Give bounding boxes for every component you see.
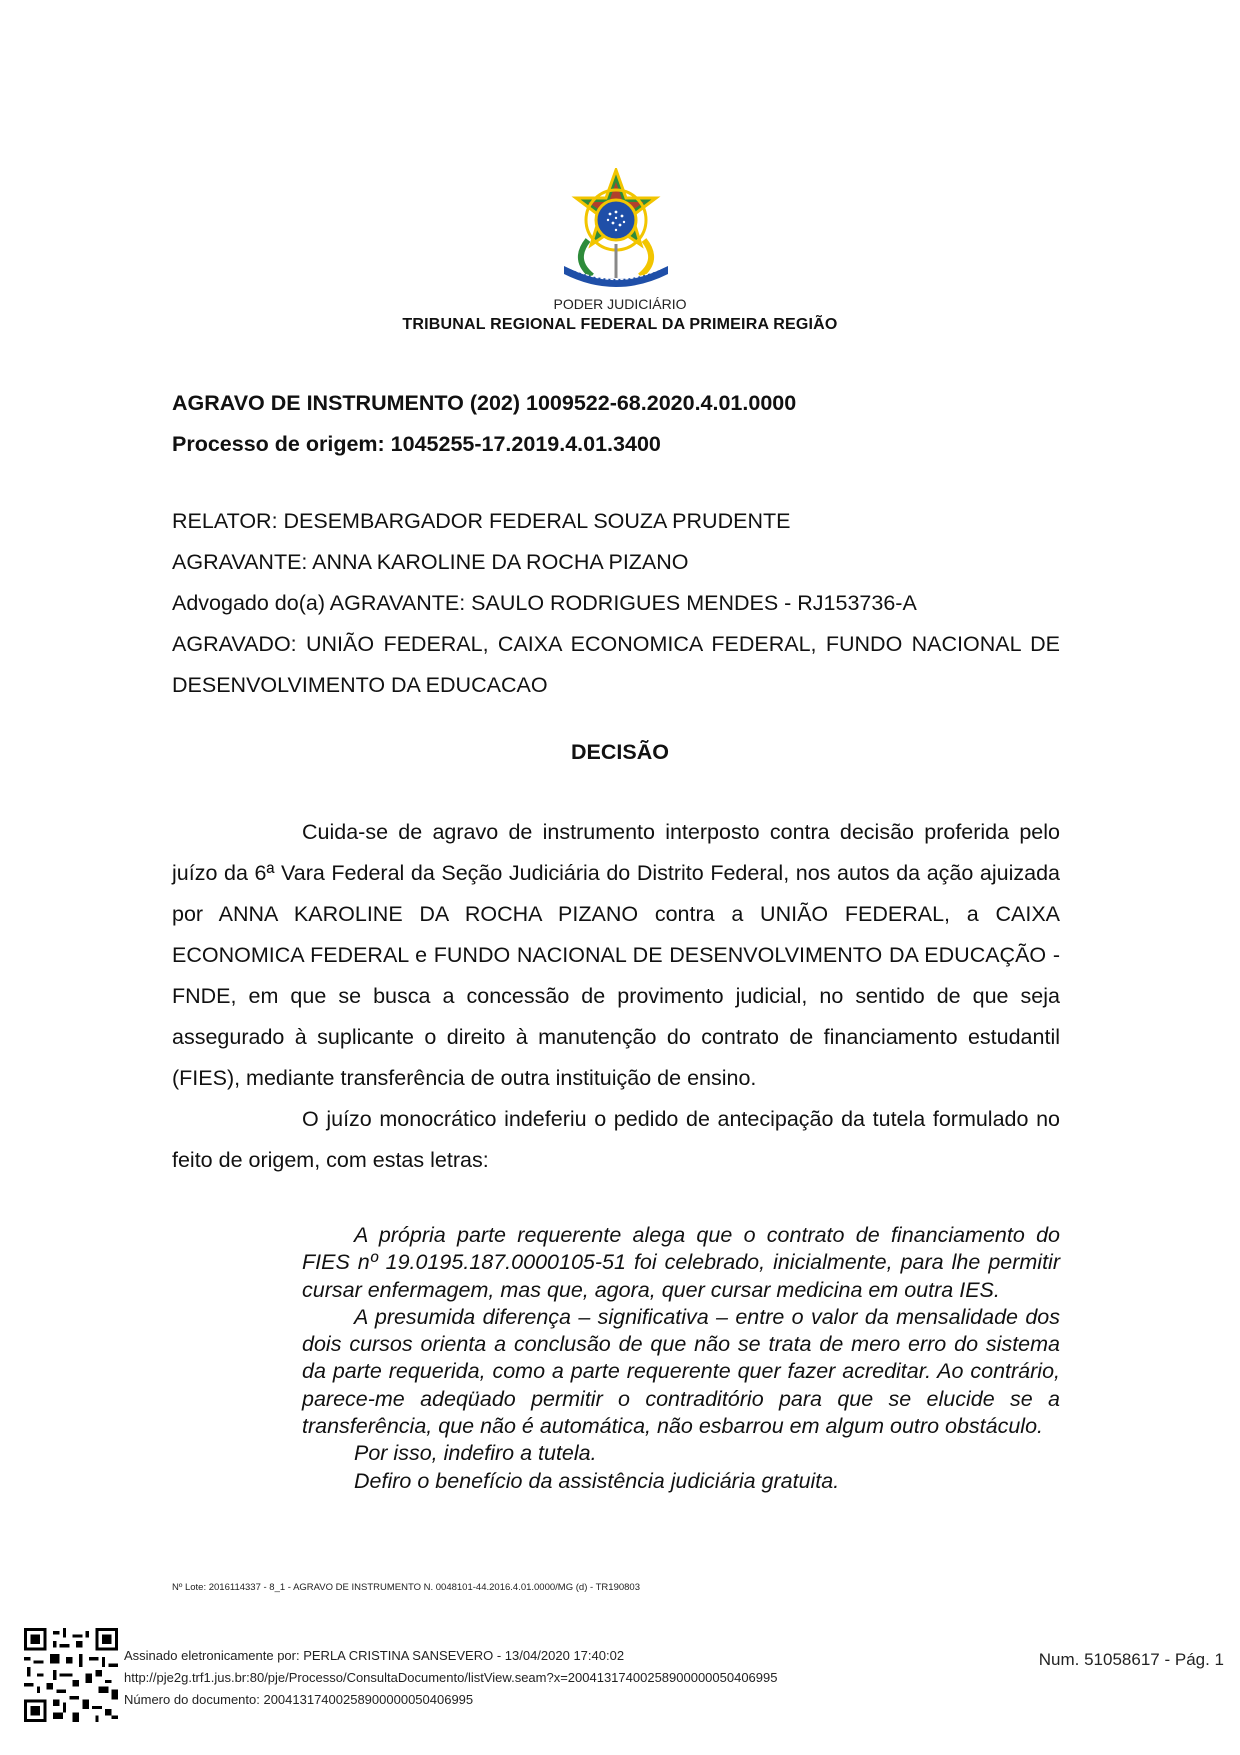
agravante: AGRAVANTE: ANNA KAROLINE DA ROCHA PIZANO [172,550,689,574]
case-origin: Processo de origem: 1045255-17.2019.4.01.3400 [172,432,661,456]
page-reference: Num. 51058617 - Pág. 1 [1038,1650,1224,1669]
lote-note: Nº Lote: 2016114337 - 8_1 - AGRAVO DE INSTRUMENTO N. 0048101-44.2016.4.01.0000/MG (d) - TR190803 [172,1582,640,1593]
body-paragraph: O juízo monocrático indeferiu o pedido de antecipação da tutela formulado no feito de origem, com estas letras: [172,1107,1060,1172]
quote-paragraph: A própria parte requerente alega que o contrato de financiamento do FIES nº 19.0195.187.0000105-51 foi celebrado, inicialmente, para lhe permitir cursar enfermagem, mas que, agora, quer cursar medicina em outra IES. [302,1223,1060,1302]
body-paragraph: Cuida-se de agravo de instrumento interposto contra decisão proferida pelo juízo da 6ª Vara Federal da Seção Judiciária do Distrito Federal, nos autos da ação ajuizada por ANNA KAROLINE DA ROCHA PIZANO contra a UNIÃO FEDERAL, a CAIXA ECONOMICA FEDERAL e FUNDO NACIONAL DE DESENVOLVIMENTO DA EDUCAÇÃO - FNDE, em que se busca a concessão de provimento judicial, no sentido de que seja assegurado à suplicante o direito à manutenção do contrato de financiamento estudantil (FIES), mediante transferência de outra instituição de ensino. [172,820,1060,1090]
agravado: AGRAVADO: UNIÃO FEDERAL, CAIXA ECONOMICA FEDERAL, FUNDO NACIONAL DE DESENVOLVIMENTO DA EDUCACAO [172,632,1060,697]
parties-block [172,501,1060,706]
header-tribunal: TRIBUNAL REGIONAL FEDERAL DA PRIMEIRA REGIÃO [402,316,838,333]
quote-paragraph: Defiro o benefício da assistência judiciária gratuita. [354,1468,840,1493]
quote-paragraph: A presumida diferença – significativa – entre o valor da mensalidade dos dois cursos orienta a conclusão de que não se trata de mero erro do sistema da parte requerida, como a parte requerente quer fazer acreditar. Ao contrário, parece-me adeqüado permitir o contraditório para que se elucide se a transferência, que não é automática, não esbarrou em algum outro obstáculo. [302,1304,1060,1439]
footer-doc-number: Número do documento: 20041317400258900000050406995 [124,1692,474,1707]
relator: RELATOR: DESEMBARGADOR FEDERAL SOUZA PRUDENTE [172,509,791,533]
quote-paragraph: Por isso, indefiro a tutela. [354,1441,597,1466]
case-title: AGRAVO DE INSTRUMENTO (202) 1009522-68.2020.4.01.0000 [172,391,797,415]
block-quote [302,1222,1060,1495]
footer-signed: Assinado eletronicamente por: PERLA CRISTINA SANSEVERO - 13/04/2020 17:40:02 [124,1648,625,1663]
section-title: DECISÃO [571,740,669,764]
decision-body [172,812,1060,1181]
brasao-emblem [558,168,674,290]
header-poder-judiciario: PODER JUDICIÁRIO [553,296,687,312]
case-block [172,383,1060,465]
footer-url[interactable]: http://pje2g.trf1.jus.br:80/pje/Processo/ConsultaDocumento/listView.seam?x=20041317400258900000050406995 [124,1670,778,1685]
qr-code-icon [24,1628,118,1722]
advogado: Advogado do(a) AGRAVANTE: SAULO RODRIGUES MENDES - RJ153736-A [172,591,917,615]
